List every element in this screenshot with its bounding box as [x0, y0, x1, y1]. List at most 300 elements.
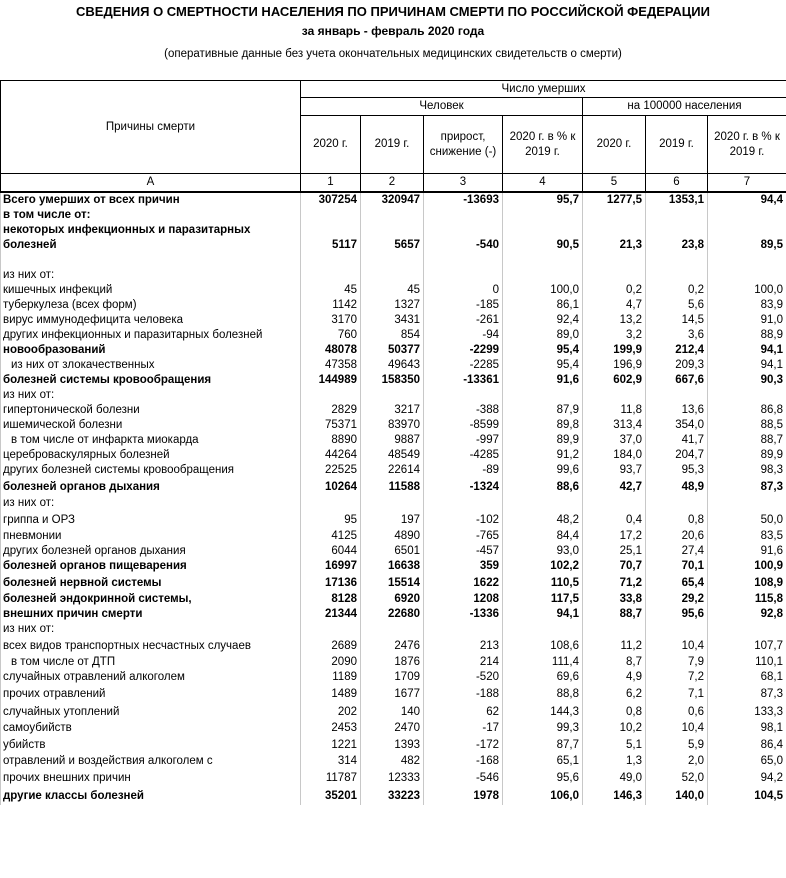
- cell-col-4: 99,3: [503, 721, 583, 736]
- cell-col-7: 87,3: [708, 685, 786, 703]
- row-label: другие классы болезней: [1, 787, 301, 805]
- cell-col-4: [503, 388, 583, 403]
- table-row: [1, 253, 786, 268]
- index-1: 1: [301, 174, 361, 193]
- table-row: [1, 388, 786, 403]
- row-label: болезней органов пищеварения: [1, 559, 301, 574]
- header-col-5: 2020 г.: [583, 116, 646, 174]
- cell-col-4: 69,6: [503, 670, 583, 685]
- index-3: 3: [424, 174, 503, 193]
- cell-col-6: 10,4: [646, 637, 708, 655]
- cell-col-6: 95,3: [646, 463, 708, 478]
- table-row: [1, 544, 786, 559]
- cell-col-7: 89,5: [708, 238, 786, 253]
- table-row: [1, 343, 786, 358]
- row-label: болезней эндокринной системы,: [1, 592, 301, 607]
- cell-col-7: 88,9: [708, 328, 786, 343]
- cell-col-5: 146,3: [583, 787, 646, 805]
- header-deaths: Число умерших: [301, 81, 786, 98]
- cell-col-3: [424, 388, 503, 403]
- table-row: [1, 787, 786, 805]
- cell-col-7: [708, 388, 786, 403]
- cell-col-4: 91,6: [503, 373, 583, 388]
- index-a: А: [1, 174, 301, 193]
- header-causes: Причины смерти: [1, 81, 301, 174]
- cell-col-3: -765: [424, 529, 503, 544]
- header-col-1: 2020 г.: [301, 116, 361, 174]
- cell-col-5: 13,2: [583, 313, 646, 328]
- cell-col-6: 212,4: [646, 343, 708, 358]
- cell-col-5: 11,2: [583, 637, 646, 655]
- cell-col-2: 3217: [361, 403, 424, 418]
- cell-col-7: 108,9: [708, 574, 786, 592]
- row-label: болезней системы кровообращения: [1, 373, 301, 388]
- cell-col-2: 33223: [361, 787, 424, 805]
- cell-col-6: 20,6: [646, 529, 708, 544]
- cell-col-3: -4285: [424, 448, 503, 463]
- cell-col-4: 84,4: [503, 529, 583, 544]
- row-label: в том числе от:: [1, 208, 301, 223]
- cell-col-7: 83,5: [708, 529, 786, 544]
- cell-col-7: 86,4: [708, 736, 786, 754]
- table-row: [1, 463, 786, 478]
- cell-col-7: 110,1: [708, 655, 786, 670]
- cell-col-3: 0: [424, 283, 503, 298]
- cell-col-1: 21344: [301, 607, 361, 622]
- cell-col-6: 95,6: [646, 607, 708, 622]
- cell-col-7: 94,2: [708, 769, 786, 787]
- index-4: 4: [503, 174, 583, 193]
- cell-col-1: 95: [301, 511, 361, 529]
- cell-col-6: [646, 388, 708, 403]
- cell-col-5: 8,7: [583, 655, 646, 670]
- cell-col-3: -520: [424, 670, 503, 685]
- cell-col-6: 70,1: [646, 559, 708, 574]
- cell-col-1: 35201: [301, 787, 361, 805]
- cell-col-2: 197: [361, 511, 424, 529]
- cell-col-3: -13361: [424, 373, 503, 388]
- cell-col-6: 0,8: [646, 511, 708, 529]
- cell-col-2: 482: [361, 754, 424, 769]
- cell-col-7: 92,8: [708, 607, 786, 622]
- cell-col-3: -94: [424, 328, 503, 343]
- row-label: туберкулеза (всех форм): [1, 298, 301, 313]
- cell-col-1: 314: [301, 754, 361, 769]
- table-row: [1, 448, 786, 463]
- cell-col-2: 9887: [361, 433, 424, 448]
- cell-col-2: 1709: [361, 670, 424, 685]
- row-label: новообразований: [1, 343, 301, 358]
- cell-col-7: [708, 622, 786, 637]
- cell-col-2: 158350: [361, 373, 424, 388]
- row-label: гипертонической болезни: [1, 403, 301, 418]
- cell-col-4: 92,4: [503, 313, 583, 328]
- cell-col-1: 760: [301, 328, 361, 343]
- table-row: [1, 655, 786, 670]
- cell-col-7: 68,1: [708, 670, 786, 685]
- cell-col-3: -540: [424, 238, 503, 253]
- table-row: [1, 403, 786, 418]
- row-label: из них от злокачественных: [1, 358, 301, 373]
- cell-col-7: 94,1: [708, 358, 786, 373]
- cell-col-1: 8128: [301, 592, 361, 607]
- cell-col-4: 102,2: [503, 559, 583, 574]
- cell-col-1: 2689: [301, 637, 361, 655]
- cell-col-5: 21,3: [583, 238, 646, 253]
- header-col-4: 2020 г. в % к 2019 г.: [503, 116, 583, 174]
- row-label: гриппа и ОРЗ: [1, 511, 301, 529]
- cell-col-1: 202: [301, 703, 361, 721]
- cell-col-1: 1189: [301, 670, 361, 685]
- cell-col-5: [583, 388, 646, 403]
- cell-col-2: 6501: [361, 544, 424, 559]
- cell-col-3: -1324: [424, 478, 503, 496]
- cell-col-1: [301, 496, 361, 511]
- row-label: ишемической болезни: [1, 418, 301, 433]
- cell-col-7: 133,3: [708, 703, 786, 721]
- cell-col-3: -168: [424, 754, 503, 769]
- cell-col-5: 196,9: [583, 358, 646, 373]
- cell-col-1: [301, 622, 361, 637]
- table-row: [1, 373, 786, 388]
- table-row: [1, 238, 786, 253]
- cell-col-5: 4,7: [583, 298, 646, 313]
- cell-col-1: 16997: [301, 559, 361, 574]
- cell-col-2: 3431: [361, 313, 424, 328]
- cell-col-4: 93,0: [503, 544, 583, 559]
- cell-col-4: 144,3: [503, 703, 583, 721]
- cell-col-7: 88,7: [708, 433, 786, 448]
- row-label: из них от:: [1, 496, 301, 511]
- cell-col-5: 10,2: [583, 721, 646, 736]
- table-row: [1, 529, 786, 544]
- cell-col-7: 50,0: [708, 511, 786, 529]
- cell-col-6: 667,6: [646, 373, 708, 388]
- row-label: болезней нервной системы: [1, 574, 301, 592]
- cell-col-1: 6044: [301, 544, 361, 559]
- cell-col-6: 14,5: [646, 313, 708, 328]
- cell-col-2: 48549: [361, 448, 424, 463]
- cell-col-5: [583, 268, 646, 283]
- cell-col-1: 11787: [301, 769, 361, 787]
- row-label: Всего умерших от всех причин: [1, 192, 301, 208]
- cell-col-2: 854: [361, 328, 424, 343]
- cell-col-2: 2476: [361, 637, 424, 655]
- row-label: некоторых инфекционных и паразитарных: [1, 223, 301, 238]
- cell-col-4: 94,1: [503, 607, 583, 622]
- cell-col-3: 359: [424, 559, 503, 574]
- cell-col-6: [646, 253, 708, 268]
- report-note: (оперативные данные без учета окончательных медицинских свидетельств о смерти): [164, 48, 622, 60]
- cell-col-4: [503, 223, 583, 238]
- row-label: болезней: [1, 238, 301, 253]
- cell-col-7: 100,9: [708, 559, 786, 574]
- row-label: отравлений и воздействия алкоголем с: [1, 754, 301, 769]
- table-row: [1, 592, 786, 607]
- cell-col-4: 65,1: [503, 754, 583, 769]
- header-per100k: на 100000 населения: [583, 98, 786, 116]
- cell-col-5: 5,1: [583, 736, 646, 754]
- cell-col-1: 22525: [301, 463, 361, 478]
- cell-col-3: [424, 268, 503, 283]
- table-row: [1, 328, 786, 343]
- cell-col-3: -13693: [424, 192, 503, 208]
- cell-col-6: 209,3: [646, 358, 708, 373]
- cell-col-2: 49643: [361, 358, 424, 373]
- cell-col-6: [646, 496, 708, 511]
- cell-col-2: 16638: [361, 559, 424, 574]
- row-label: в том числе от инфаркта миокарда: [1, 433, 301, 448]
- cell-col-1: 44264: [301, 448, 361, 463]
- cell-col-1: 144989: [301, 373, 361, 388]
- table-row: [1, 283, 786, 298]
- cell-col-3: -546: [424, 769, 503, 787]
- cell-col-5: [583, 223, 646, 238]
- cell-col-2: [361, 253, 424, 268]
- cell-col-7: 94,1: [708, 343, 786, 358]
- cell-col-5: [583, 208, 646, 223]
- cell-col-5: 0,2: [583, 283, 646, 298]
- cell-col-4: 108,6: [503, 637, 583, 655]
- cell-col-5: 602,9: [583, 373, 646, 388]
- cell-col-5: 25,1: [583, 544, 646, 559]
- cell-col-6: 23,8: [646, 238, 708, 253]
- table-row: [1, 268, 786, 283]
- cell-col-2: 12333: [361, 769, 424, 787]
- table-row: [1, 433, 786, 448]
- cell-col-6: 2,0: [646, 754, 708, 769]
- cell-col-5: 1,3: [583, 754, 646, 769]
- cell-col-6: [646, 223, 708, 238]
- table-row: [1, 358, 786, 373]
- cell-col-4: 95,6: [503, 769, 583, 787]
- table-row: [1, 736, 786, 754]
- row-label: прочих внешних причин: [1, 769, 301, 787]
- cell-col-4: 117,5: [503, 592, 583, 607]
- cell-col-3: -172: [424, 736, 503, 754]
- cell-col-1: 75371: [301, 418, 361, 433]
- cell-col-1: 307254: [301, 192, 361, 208]
- table-row: [1, 754, 786, 769]
- cell-col-1: [301, 253, 361, 268]
- cell-col-5: [583, 496, 646, 511]
- cell-col-7: 89,9: [708, 448, 786, 463]
- cell-col-1: 48078: [301, 343, 361, 358]
- cell-col-5: 184,0: [583, 448, 646, 463]
- cell-col-2: 1677: [361, 685, 424, 703]
- cell-col-1: [301, 268, 361, 283]
- cell-col-5: 11,8: [583, 403, 646, 418]
- cell-col-2: [361, 388, 424, 403]
- row-label: внешних причин смерти: [1, 607, 301, 622]
- cell-col-7: 94,4: [708, 192, 786, 208]
- cell-col-2: 83970: [361, 418, 424, 433]
- cell-col-3: -457: [424, 544, 503, 559]
- row-label: цереброваскулярных болезней: [1, 448, 301, 463]
- table-row: [1, 559, 786, 574]
- cell-col-2: 45: [361, 283, 424, 298]
- cell-col-3: -2285: [424, 358, 503, 373]
- cell-col-1: 45: [301, 283, 361, 298]
- cell-col-5: 6,2: [583, 685, 646, 703]
- cell-col-4: 89,9: [503, 433, 583, 448]
- cell-col-3: -89: [424, 463, 503, 478]
- cell-col-3: 213: [424, 637, 503, 655]
- cell-col-2: [361, 223, 424, 238]
- cell-col-3: -2299: [424, 343, 503, 358]
- cell-col-6: 0,6: [646, 703, 708, 721]
- cell-col-7: 107,7: [708, 637, 786, 655]
- header-col-7: 2020 г. в % к 2019 г.: [708, 116, 786, 174]
- cell-col-7: [708, 253, 786, 268]
- table-row: [1, 637, 786, 655]
- index-5: 5: [583, 174, 646, 193]
- cell-col-3: 62: [424, 703, 503, 721]
- row-label: прочих отравлений: [1, 685, 301, 703]
- table-row: [1, 313, 786, 328]
- cell-col-1: 2090: [301, 655, 361, 670]
- cell-col-3: 214: [424, 655, 503, 670]
- cell-col-4: [503, 622, 583, 637]
- cell-col-3: -102: [424, 511, 503, 529]
- cell-col-4: 110,5: [503, 574, 583, 592]
- cell-col-1: 4125: [301, 529, 361, 544]
- cell-col-4: 106,0: [503, 787, 583, 805]
- cell-col-6: 3,6: [646, 328, 708, 343]
- table-row: [1, 192, 786, 208]
- row-label: из них от:: [1, 622, 301, 637]
- row-label: пневмонии: [1, 529, 301, 544]
- cell-col-5: 88,7: [583, 607, 646, 622]
- cell-col-4: 95,4: [503, 358, 583, 373]
- table-row: [1, 208, 786, 223]
- cell-col-5: 4,9: [583, 670, 646, 685]
- cell-col-4: 90,5: [503, 238, 583, 253]
- cell-col-7: 88,5: [708, 418, 786, 433]
- cell-col-6: 10,4: [646, 721, 708, 736]
- cell-col-5: 3,2: [583, 328, 646, 343]
- cell-col-1: 47358: [301, 358, 361, 373]
- cell-col-4: 87,9: [503, 403, 583, 418]
- cell-col-5: 0,8: [583, 703, 646, 721]
- index-7: 7: [708, 174, 786, 193]
- cell-col-6: 27,4: [646, 544, 708, 559]
- cell-col-2: 1876: [361, 655, 424, 670]
- cell-col-7: 83,9: [708, 298, 786, 313]
- cell-col-3: -17: [424, 721, 503, 736]
- cell-col-7: 91,6: [708, 544, 786, 559]
- cell-col-3: 1622: [424, 574, 503, 592]
- cell-col-2: 11588: [361, 478, 424, 496]
- cell-col-7: 87,3: [708, 478, 786, 496]
- row-label: других болезней органов дыхания: [1, 544, 301, 559]
- cell-col-6: 7,2: [646, 670, 708, 685]
- cell-col-7: 104,5: [708, 787, 786, 805]
- cell-col-4: 86,1: [503, 298, 583, 313]
- cell-col-6: 1353,1: [646, 192, 708, 208]
- cell-col-3: 1208: [424, 592, 503, 607]
- cell-col-2: 1393: [361, 736, 424, 754]
- cell-col-1: 1489: [301, 685, 361, 703]
- cell-col-4: 91,2: [503, 448, 583, 463]
- cell-col-3: [424, 622, 503, 637]
- table-row: [1, 496, 786, 511]
- cell-col-2: 15514: [361, 574, 424, 592]
- cell-col-4: 48,2: [503, 511, 583, 529]
- cell-col-1: 8890: [301, 433, 361, 448]
- header-col-3: прирост, снижение (-): [424, 116, 503, 174]
- cell-col-2: [361, 208, 424, 223]
- index-6: 6: [646, 174, 708, 193]
- cell-col-4: [503, 253, 583, 268]
- cell-col-5: 42,7: [583, 478, 646, 496]
- cell-col-4: 88,8: [503, 685, 583, 703]
- row-label: [1, 253, 301, 268]
- row-label: в том числе от ДТП: [1, 655, 301, 670]
- report-title: СВЕДЕНИЯ О СМЕРТНОСТИ НАСЕЛЕНИЯ ПО ПРИЧИНАМ СМЕРТИ ПО РОССИЙСКОЙ ФЕДЕРАЦИИ: [76, 4, 710, 19]
- cell-col-5: [583, 253, 646, 268]
- cell-col-2: 6920: [361, 592, 424, 607]
- cell-col-5: 70,7: [583, 559, 646, 574]
- cell-col-3: -261: [424, 313, 503, 328]
- cell-col-5: 17,2: [583, 529, 646, 544]
- cell-col-3: [424, 223, 503, 238]
- header-persons: Человек: [301, 98, 583, 116]
- cell-col-2: 1327: [361, 298, 424, 313]
- cell-col-3: [424, 496, 503, 511]
- cell-col-2: 140: [361, 703, 424, 721]
- table-row: [1, 721, 786, 736]
- cell-col-5: 313,4: [583, 418, 646, 433]
- cell-col-7: 65,0: [708, 754, 786, 769]
- index-2: 2: [361, 174, 424, 193]
- row-label: из них от:: [1, 268, 301, 283]
- row-label: самоубийств: [1, 721, 301, 736]
- cell-col-1: 17136: [301, 574, 361, 592]
- row-label: других инфекционных и паразитарных болезней: [1, 328, 301, 343]
- report-period: за январь - февраль 2020 года: [301, 24, 485, 38]
- cell-col-5: 37,0: [583, 433, 646, 448]
- cell-col-3: -185: [424, 298, 503, 313]
- row-label: других болезней системы кровообращения: [1, 463, 301, 478]
- cell-col-1: [301, 388, 361, 403]
- cell-col-4: 111,4: [503, 655, 583, 670]
- cell-col-6: 48,9: [646, 478, 708, 496]
- cell-col-6: 140,0: [646, 787, 708, 805]
- cell-col-4: 95,4: [503, 343, 583, 358]
- cell-col-6: [646, 268, 708, 283]
- cell-col-3: -1336: [424, 607, 503, 622]
- table-row: [1, 607, 786, 622]
- cell-col-5: 0,4: [583, 511, 646, 529]
- cell-col-6: 7,1: [646, 685, 708, 703]
- cell-col-6: 0,2: [646, 283, 708, 298]
- row-label: убийств: [1, 736, 301, 754]
- cell-col-6: 52,0: [646, 769, 708, 787]
- cell-col-4: 88,6: [503, 478, 583, 496]
- cell-col-4: 89,8: [503, 418, 583, 433]
- table-row: [1, 703, 786, 721]
- cell-col-6: [646, 622, 708, 637]
- row-label: случайных отравлений алкоголем: [1, 670, 301, 685]
- table-row: [1, 622, 786, 637]
- cell-col-6: 5,6: [646, 298, 708, 313]
- cell-col-7: 98,3: [708, 463, 786, 478]
- table-row: [1, 769, 786, 787]
- cell-col-6: 13,6: [646, 403, 708, 418]
- cell-col-1: 1142: [301, 298, 361, 313]
- row-label: вирус иммунодефицита человека: [1, 313, 301, 328]
